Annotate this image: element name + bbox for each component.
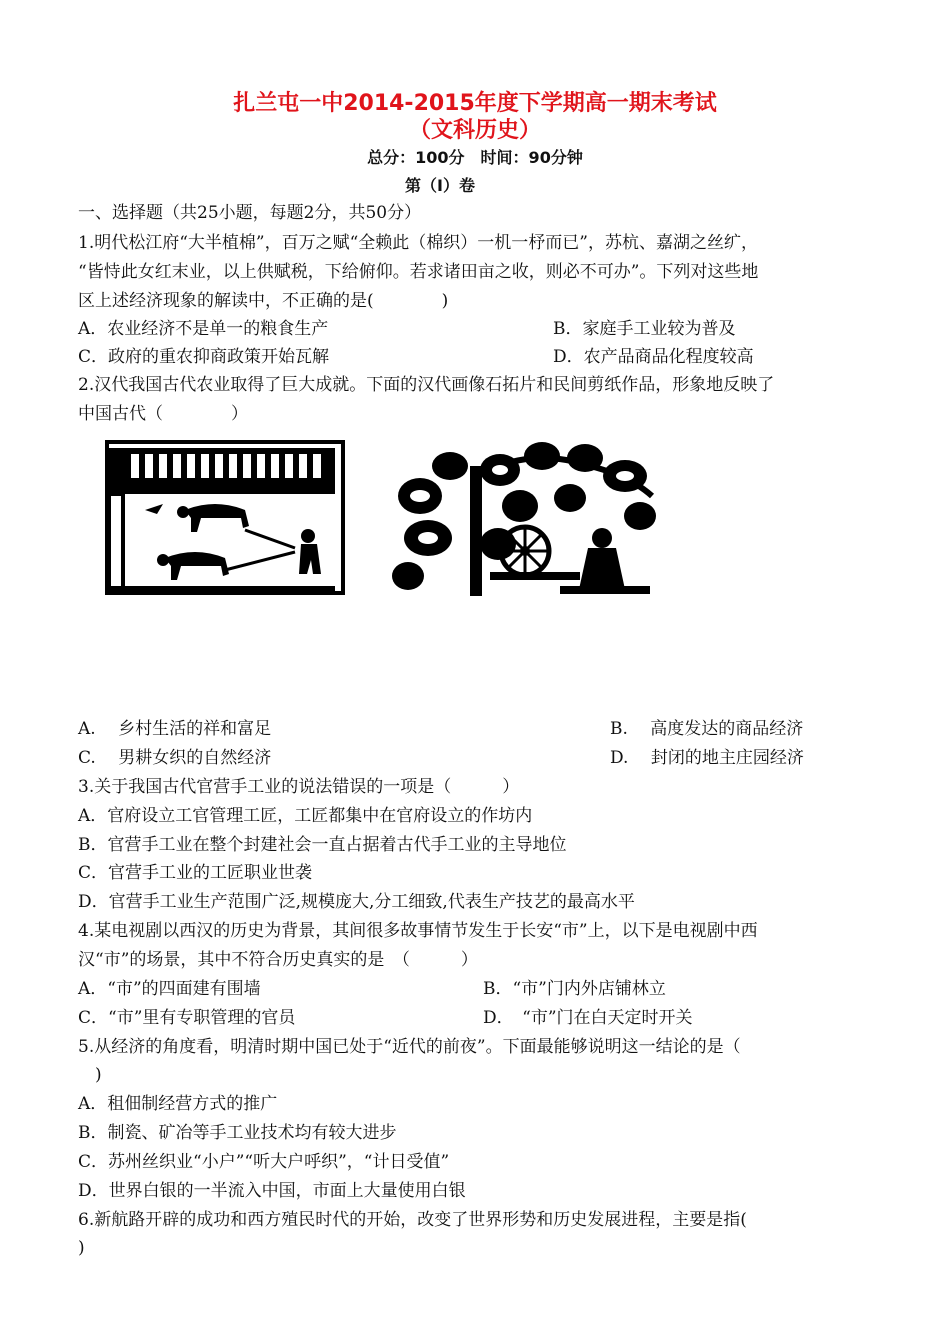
q5-option-a: A．租佃制经营方式的推广 <box>78 1094 278 1114</box>
q3-option-d: D．官营手工业生产范围广泛,规模庞大,分工细致,代表生产技艺的最高水平 <box>78 892 635 912</box>
q1-option-b: B．家庭手工业较为普及 <box>553 319 736 339</box>
q6-stem-line-1: 6.新航路开辟的成功和西方殖民时代的开始，改变了世界形势和历史发展进程，主要是指( <box>78 1210 747 1230</box>
q1-stem-line-1: 1.明代松江府“大半植棉”，百万之赋“全赖此（棉织）一机一杼而已”，苏杭、嘉湖之丝纩， <box>78 233 758 253</box>
q4-option-a: A．“市”的四面建有围墙 <box>78 979 261 999</box>
papercut-weaving-image <box>390 436 660 598</box>
q5-stem-line-1: 5.从经济的角度看，明清时期中国已处于“近代的前夜”。下面最能够说明这一结论的是（ <box>78 1037 741 1057</box>
q3-option-b: B．官营手工业在整个封建社会一直占据着古代手工业的主导地位 <box>78 835 567 855</box>
q1-option-c: C．政府的重农抑商政策开始瓦解 <box>78 347 330 367</box>
q2-option-a: A. 乡村生活的祥和富足 <box>78 719 272 739</box>
q1-option-a: A．农业经济不是单一的粮食生产 <box>78 319 329 339</box>
q5-option-b: B．制瓷、矿冶等手工业技术均有较大进步 <box>78 1123 397 1143</box>
q1-stem-line-3: 区上述经济现象的解读中，不正确的是( ) <box>78 291 449 311</box>
exam-meta: 总分：100分 时间：90分钟 <box>367 148 583 167</box>
q3-stem: 3.关于我国古代官营手工业的说法错误的一项是（ ） <box>78 777 520 797</box>
volume-label: 第（I）卷 <box>405 176 475 195</box>
q1-option-d: D．农产品商品化程度较高 <box>553 347 754 367</box>
exam-subtitle: （文科历史） <box>408 118 541 143</box>
q4-option-c: C．“市”里有专职管理的官员 <box>78 1008 296 1028</box>
q1-stem-line-2: “皆恃此女红末业，以上供赋税，下给俯仰。若求诸田亩之收，则必不可办”。下列对这些地 <box>78 262 759 282</box>
q4-option-b: B．“市”门内外店铺林立 <box>483 979 666 999</box>
han-relief-rubbing-image <box>105 440 345 595</box>
q5-stem-line-2: ) <box>78 1065 102 1085</box>
q2-option-b: B. 高度发达的商品经济 <box>610 719 804 739</box>
q3-option-a: A．官府设立工官管理工匠，工匠都集中在官府设立的作坊内 <box>78 806 533 826</box>
q4-stem-line-2: 汉“市”的场景，其中不符合历史真实的是 （ ） <box>78 950 478 970</box>
q2-option-d: D. 封闭的地主庄园经济 <box>610 748 804 768</box>
q4-option-d: D． “市”门在白天定时开关 <box>483 1008 693 1028</box>
exam-title: 扎兰屯一中2014-2015年度下学期高一期末考试 <box>233 91 717 116</box>
q6-stem-line-2: ) <box>78 1238 85 1258</box>
q2-stem-line-1: 2.汉代我国古代农业取得了巨大成就。下面的汉代画像石拓片和民间剪纸作品，形象地反映了 <box>78 375 775 395</box>
section-heading: 一、选择题（共25小题，每题2分，共50分） <box>78 203 422 223</box>
q2-option-c: C. 男耕女织的自然经济 <box>78 748 272 768</box>
q5-option-c: C．苏州丝织业“小户”“听大户呼织”，“计日受值” <box>78 1152 450 1172</box>
q5-option-d: D．世界白银的一半流入中国，市面上大量使用白银 <box>78 1181 466 1201</box>
q4-stem-line-1: 4.某电视剧以西汉的历史为背景，其间很多故事情节发生于长安“市”上，以下是电视剧中西 <box>78 921 758 941</box>
q2-stem-line-2: 中国古代（ ） <box>78 404 248 424</box>
q3-option-c: C．官营手工业的工匠职业世袭 <box>78 863 313 883</box>
